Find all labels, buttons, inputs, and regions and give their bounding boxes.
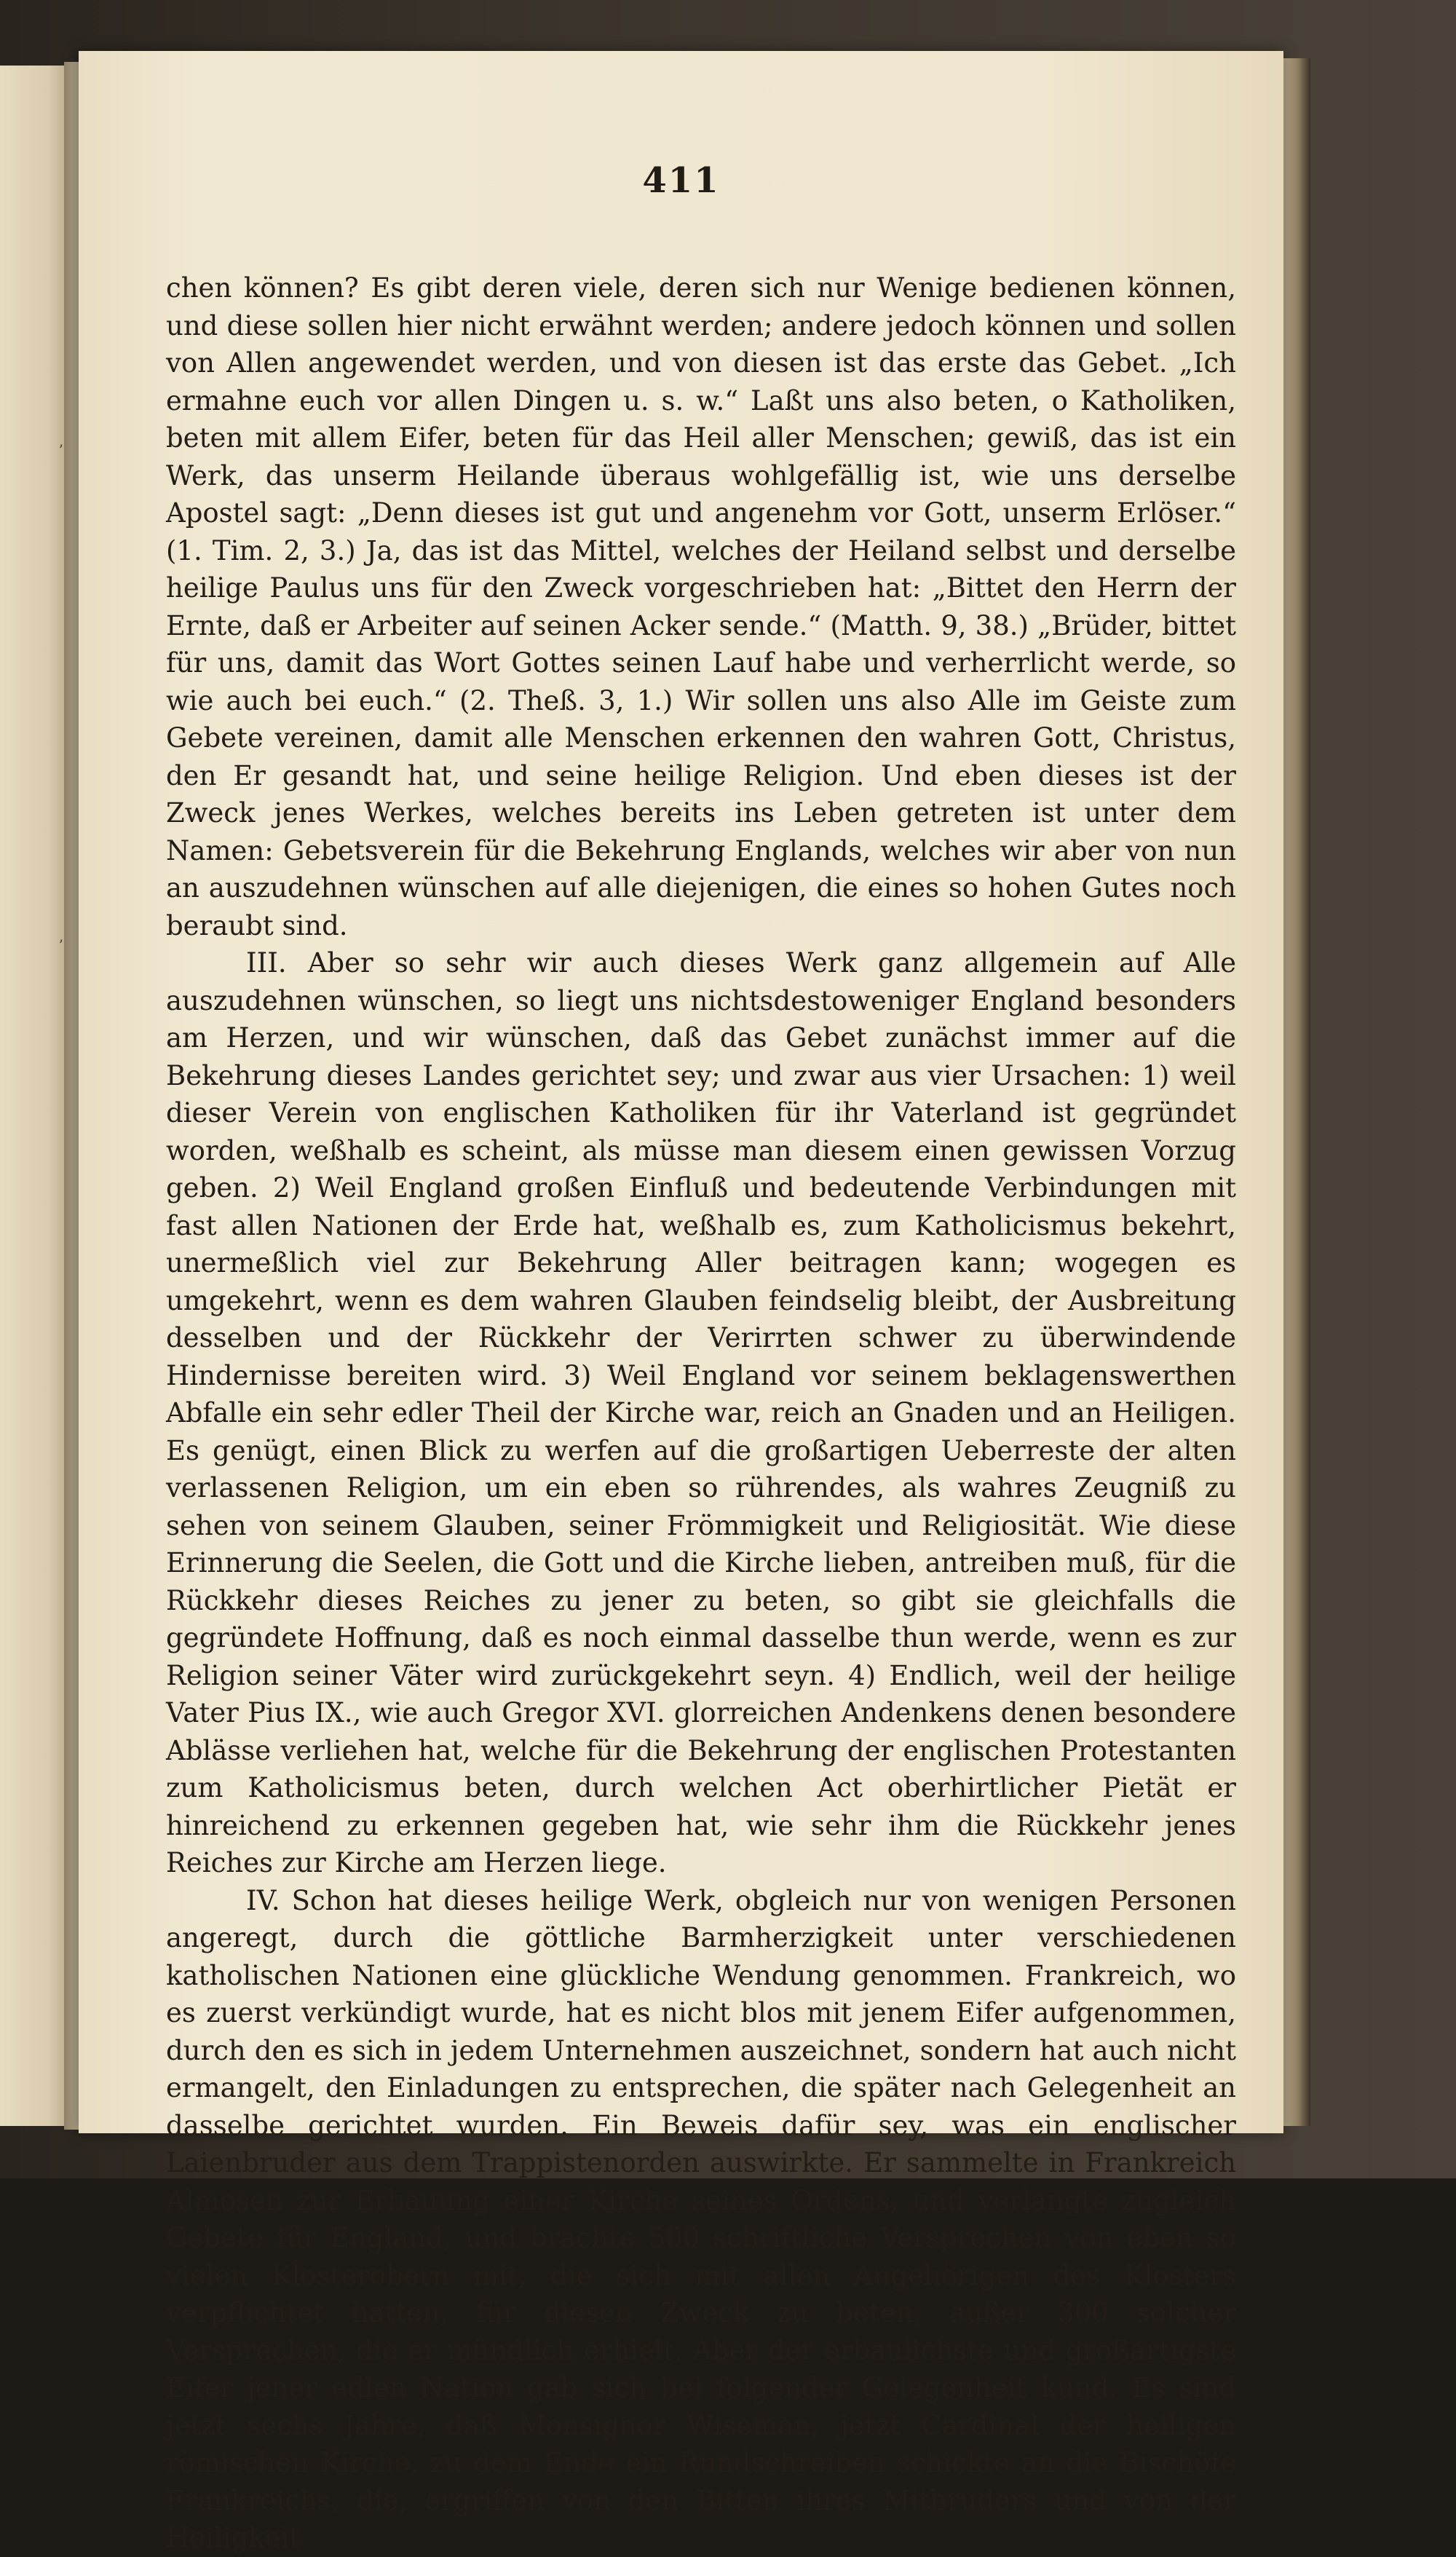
left-page-edge [0, 66, 69, 2126]
page-stack-edge [1281, 58, 1310, 2126]
paragraph-2: III. Aber so sehr wir auch dieses Werk ganz allgemein auf Alle auszudehnen wünschen, so liegt uns nichtsdestoweniger England besonders am Herzen, und wir wünschen, daß das Gebet zunächst immer auf die Bekehrung dieses Landes gerichtet sey; und zwar aus vier Ursachen: 1) weil dieser Verein von englischen Katholiken für ihr Vaterland ist gegründet worden, weßhalb es scheint, als müsse man diesem einen gewissen Vorzug geben. 2) Weil England großen Einfluß und bedeutende Verbindungen mit fast allen Nationen der Erde hat, weßhalb es, zum Katholicismus bekehrt, unermeßlich viel zur Bekehrung Aller beitragen kann; wogegen es umgekehrt, wenn es dem wahren Glauben feindselig bleibt, der Ausbreitung desselben und der Rückkehr der Verirrten schwer zu überwindende Hindernisse bereiten wird. 3) Weil England vor seinem beklagenswerthen Abfalle ein sehr edler Theil der Kirche war, reich an Gnaden und an Heiligen. Es genügt, einen Blick zu werfen auf die großartigen Ueberreste der alten verlassenen Religion, um ein eben so rührendes, als wahres Zeugniß zu sehen von seinem Glauben, seiner Frömmigkeit und Religiosität. Wie diese Erinnerung die Seelen, die Gott und die Kirche lieben, antreiben muß, für die Rückkehr dieses Reiches zu jener zu beten, so gibt sie gleichfalls die gegründete Hoffnung, daß es noch einmal dasselbe thun werde, wenn es zur Religion seiner Väter wird zurückgekehrt seyn. 4) Endlich, weil der heilige Vater Pius IX., wie auch Gregor XVI. glorreichen Andenkens denen besondere Ablässe verliehen hat, welche für die Bekehrung der englischen Protestanten zum Katholicismus beten, durch welchen Act oberhirtlicher Pietät er hinreichend zu erkennen gegeben hat, wie sehr ihm die Rückkehr jenes Reiches zur Kirche am Herzen liege. [166, 947, 1236, 1878]
margin-pencil-mark: ʼ [58, 936, 63, 954]
paragraph-1: chen können? Es gibt deren viele, deren sich nur Wenige bedienen können, und diese sollen hier nicht erwähnt werden; andere jedoch können und sollen von Allen angewendet werden, und von diesen ist das erste das Gebet. „Ich ermahne euch vor allen Dingen u. s. w.“ Laßt uns also beten, o Katholiken, beten mit allem Eifer, beten für das Heil aller Menschen; gewiß, das ist ein Werk, das unserm Heilande überaus wohlgefällig ist, wie uns derselbe Apostel sagt: „Denn dieses ist gut und angenehm vor Gott, unserm Erlöser.“ (1. Tim. 2, 3.) Ja, das ist das Mittel, welches der Heiland selbst und derselbe heilige Paulus uns für den Zweck vorgeschrieben hat: „Bittet den Herrn der Ernte, daß er Arbeiter auf seinen Acker sende.“ (Matth. 9, 38.) „Brüder, bittet für uns, damit das Wort Gottes seinen Lauf habe und verherrlicht werde, so wie auch bei euch.“ (2. Theß. 3, 1.) Wir sollen uns also Alle im Geiste zum Gebete vereinen, damit alle Menschen erkennen den wahren Gott, Christus, den Er gesandt hat, und seine heilige Religion. Und eben dieses ist der Zweck jenes Werkes, welches bereits ins Leben getreten ist unter dem Namen: Gebetsverein für die Bekehrung Englands, welches wir aber von nun an auszudehnen wünschen auf alle diejenigen, die eines so hohen Gutes noch beraubt sind. [166, 272, 1236, 941]
page-number: 411 [642, 160, 720, 201]
paragraph-3: IV. Schon hat dieses heilige Werk, obgleich nur von wenigen Personen angeregt, durch die göttliche Barmherzigkeit unter verschiedenen katholischen Nationen eine glückliche Wendung genommen. Frankreich, wo es zuerst verkündigt wurde, hat es nicht blos mit jenem Eifer aufgenommen, durch den es sich in jedem Unternehmen auszeichnet, sondern hat auch nicht ermangelt, den Einladungen zu entsprechen, die später nach Gelegenheit an dasselbe gerichtet wurden. Ein Beweis dafür sey, was ein englischer Laienbruder aus dem Trappistenorden auswirkte. Er sammelte in Frankreich Almosen zur Erbauung einer Kirche seines Ordens, und verlangte zugleich Gebete für England, und brachte 500 schriftliche Versprechen von eben so vielen Klosterobern mit, die sich mit allen Angehörigen des Klosters verpflichtet hatten, für diesen Zweck zu beten, außer 300 solcher Versprechen, die er mündlich erhielt. Aber der erbaulichste und großartigste Eifer jener edlen Nation gab sich bei folgender Gelegenheit kund. Es sind jetzt sechs Jahre, daß Monsignor Wiseman, jetzt Cardinal der heiligen römischen Kirche, zu dem Ende ein Rundschreiben schickte an die Bischöfe Frankreichs, die, ergriffen von den Bitten ihres Mitbruders und von der Heiligkeit [166, 1884, 1236, 2553]
margin-pencil-mark: ʼ [58, 441, 63, 459]
page-body [166, 269, 1236, 2557]
book-page [79, 51, 1283, 2553]
